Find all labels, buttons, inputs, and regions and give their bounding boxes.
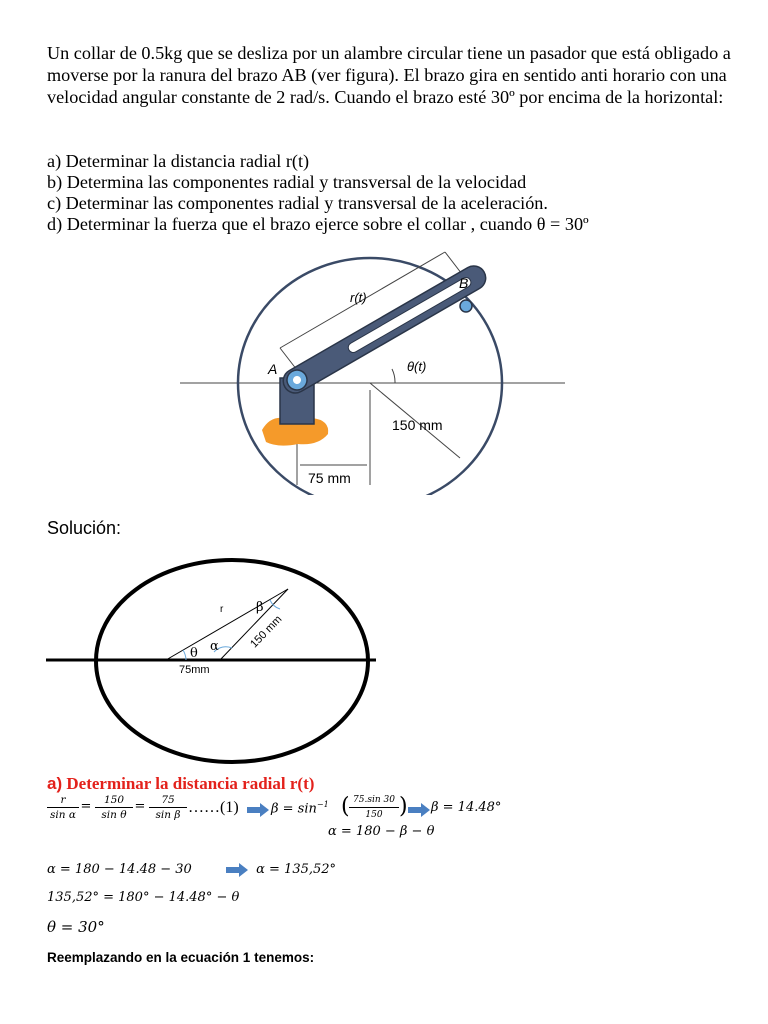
frac-150-sin-theta: 150 sin θ: [95, 794, 133, 821]
beta-exponent: −1: [316, 800, 329, 809]
equation-number: ……(1): [188, 799, 239, 816]
sketch-label-150mm: 150 mm: [248, 613, 285, 651]
closing-text: Reemplazando en la ecuación 1 tenemos:: [47, 950, 315, 965]
alpha-definition: α = 180 − β − θ: [328, 824, 435, 839]
problem-item-c: c) Determinar las componentes radial y transversal de la aceleración.: [47, 193, 548, 213]
problem-intro: Un collar de 0.5kg que se desliza por un alambre circular tiene un pasador que está obligado a moverse por la ranura del brazo AB (ver figura). El brazo gira en sentido anti horario con una velocidad angular constante de 2 rad/s. Cuando el brazo esté 30º por encima de la horizontal:: [47, 43, 731, 107]
label-150mm: 150 mm: [392, 417, 443, 433]
alpha-result: α = 135,52°: [256, 862, 337, 877]
problem-item-b: b) Determina las componentes radial y transversal de la velocidad: [47, 172, 527, 192]
beta-lhs: β = sin: [271, 801, 317, 817]
frac-r-sin-alpha: r sin α: [47, 794, 79, 821]
sketch-label-alpha: α: [210, 639, 219, 654]
label-r-t: r(t): [350, 290, 367, 305]
geometry-sketch: [44, 556, 384, 771]
label-b: B: [459, 275, 469, 291]
sketch-label-beta: β: [256, 600, 264, 615]
sketch-label-r: r: [220, 604, 224, 615]
sketch-label-theta: θ: [190, 646, 198, 661]
theta-equation: 135,52° = 180° − 14.48° − θ: [47, 890, 240, 905]
collar-b: [460, 300, 472, 312]
alpha-calc: α = 180 − 14.48 − 30: [47, 862, 192, 877]
section-a-prefix: a): [47, 774, 63, 793]
label-75mm: 75 mm: [308, 470, 351, 486]
frac-75-sin-beta: 75 sin β: [149, 794, 187, 821]
label-a: A: [268, 361, 278, 377]
sketch-label-75mm: 75mm: [179, 664, 210, 676]
arm-slot: [346, 276, 472, 355]
mechanism-figure: [180, 250, 580, 495]
arrow-right-icon: [408, 803, 430, 817]
theta-arc: [392, 369, 395, 383]
problem-item-a: a) Determinar la distancia radial r(t): [47, 151, 310, 171]
arrow-right-icon: [247, 803, 269, 817]
label-theta-t: θ(t): [407, 359, 427, 374]
arrow-right-icon: [226, 863, 248, 877]
beta-result: β = 14.48°: [431, 800, 502, 815]
solution-heading: Solución:: [47, 518, 122, 538]
section-a-title: Determinar la distancia radial r(t): [62, 774, 315, 793]
problem-item-d: d) Determinar la fuerza que el brazo ejerce sobre el collar , cuando θ = 30º: [47, 214, 589, 234]
section-a-heading: [47, 774, 314, 794]
theta-result: θ = 30°: [47, 918, 105, 936]
equation-1: r sin α = 150 sin θ = 75 sin β ……(1) $\beta = \sin^{-1}$ ( 75.sin 30 150 ) β = 14.48°: [47, 794, 747, 826]
frac-beta-arg: 75.sin 30 150: [349, 794, 399, 821]
